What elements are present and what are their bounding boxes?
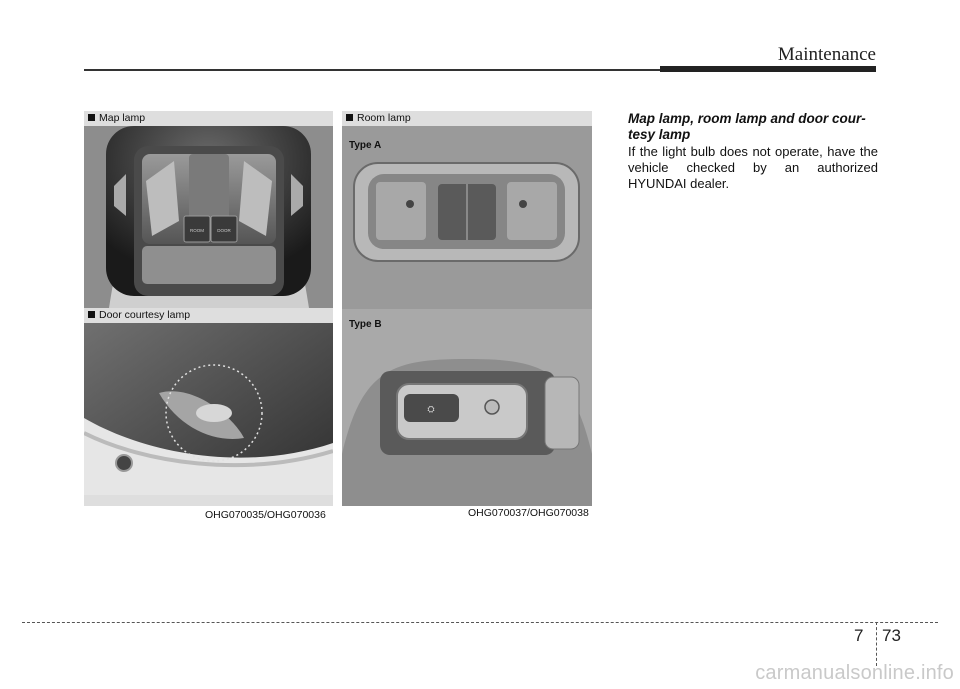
page-number: 73: [882, 626, 901, 645]
type-a-label: Type A: [349, 140, 382, 151]
room-lamp-label: Room lamp: [346, 112, 411, 124]
svg-text:⛭: ⛭: [427, 404, 435, 414]
door-button-label: DOOR: [217, 228, 231, 233]
section-body: If the light bulb does not operate, have the vehicle checked by an authorized HYUNDAI dealer.: [628, 144, 878, 191]
header-bar: [660, 66, 876, 72]
door-lamp-photo: [84, 323, 333, 495]
footer-rule: [22, 622, 938, 623]
watermark: carmanualsonline.info: [755, 662, 954, 684]
section-header: Maintenance: [777, 44, 876, 65]
map-lamp-figure: [84, 111, 333, 308]
door-lamp-label: Door courtesy lamp: [88, 309, 190, 321]
header-rule: [84, 69, 660, 71]
left-figure-code: OHG070035/OHG070036: [205, 509, 326, 521]
bullet-square-icon: [88, 114, 95, 121]
door-lamp-figure: [84, 308, 333, 506]
bullet-square-icon: [346, 114, 353, 121]
footer-separator: [876, 622, 877, 666]
type-b-label: Type B: [349, 319, 382, 330]
right-figure-code: OHG070037/OHG070038: [468, 507, 589, 519]
room-lamp-figure: [342, 111, 592, 506]
section-title: Map lamp, room lamp and door cour- tesy lamp: [628, 111, 866, 142]
chapter-number: 7: [854, 626, 864, 645]
bullet-square-icon: [88, 311, 95, 318]
room-button-label: ROOM: [190, 228, 204, 233]
room-lamp-type-b-photo: [342, 309, 592, 506]
map-lamp-label: Map lamp: [88, 112, 145, 124]
map-lamp-photo: [84, 126, 333, 308]
room-lamp-type-a-photo: [342, 126, 592, 309]
